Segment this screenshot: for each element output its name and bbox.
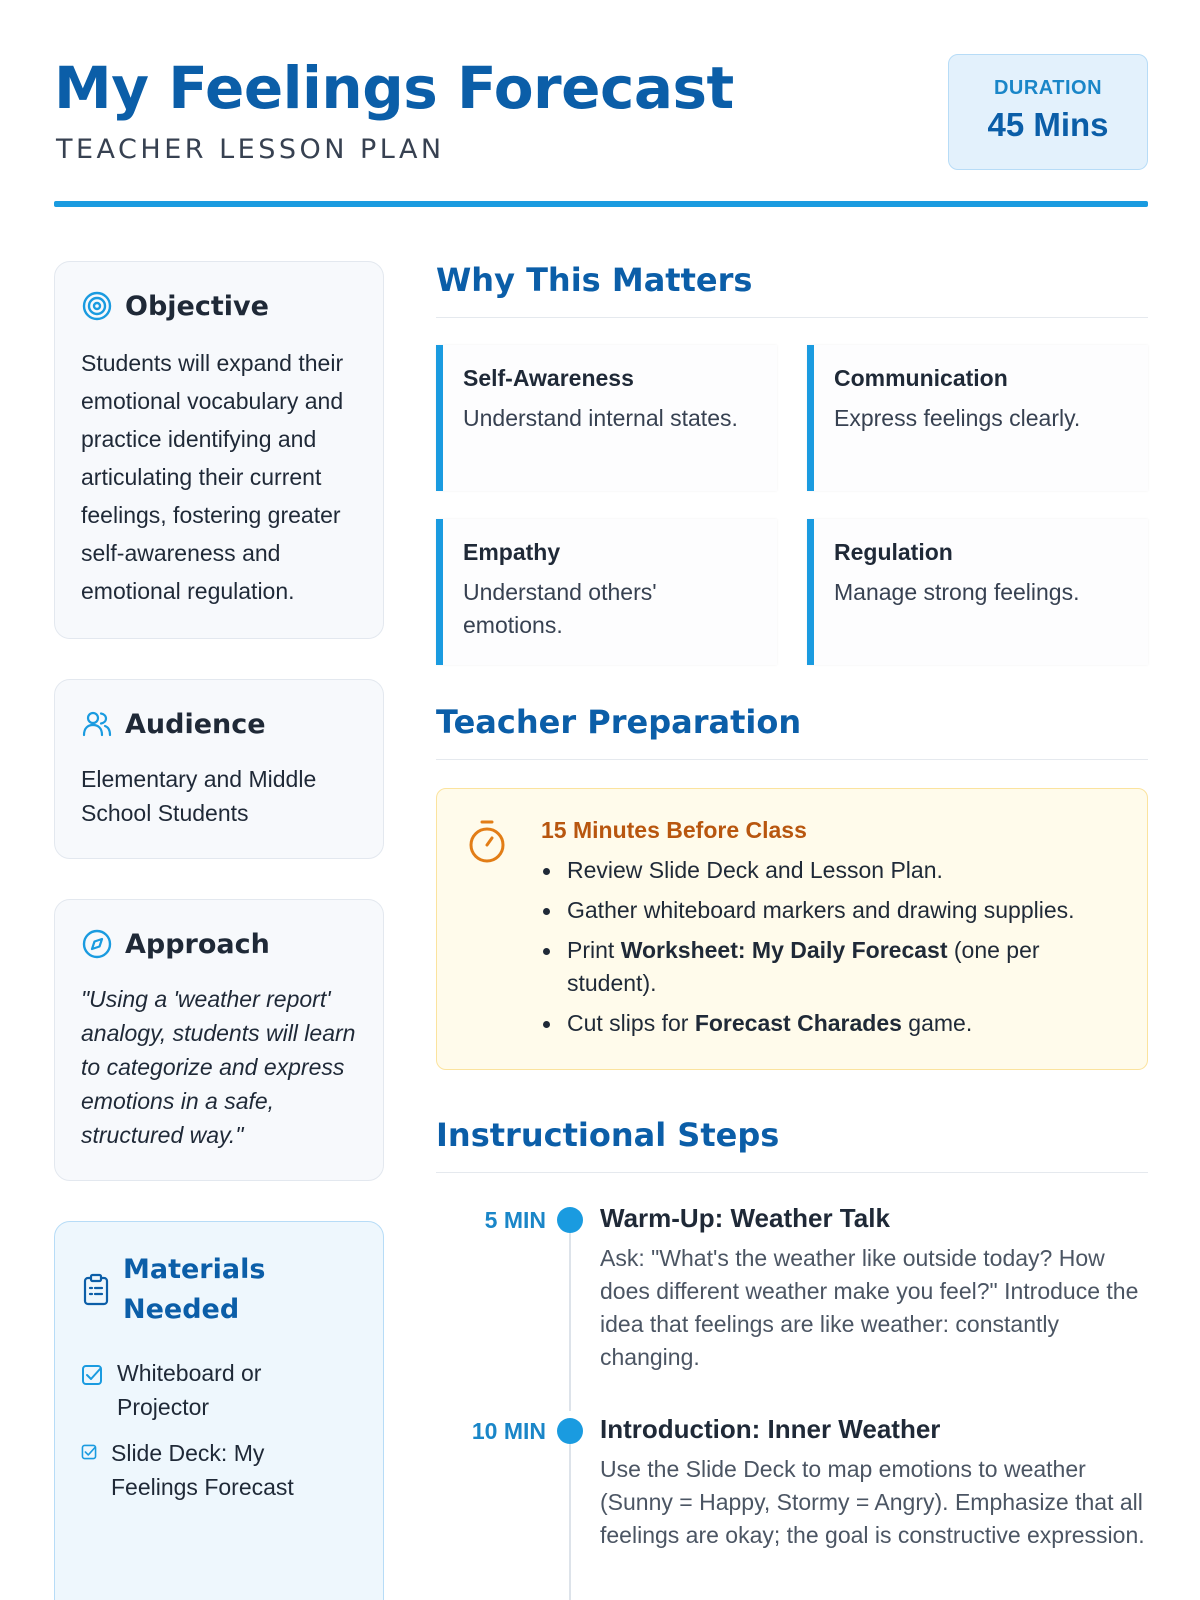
why-card-self-awareness: [436, 345, 777, 491]
material-label: Slide Deck: My Feelings Forecast: [111, 1440, 294, 1500]
material-item: [81, 1436, 357, 1504]
why-card-communication: [807, 345, 1148, 491]
materials-card: [54, 1221, 384, 1600]
timeline-step: [436, 1203, 1148, 1414]
timeline-line: [569, 1233, 571, 1411]
objective-card: [54, 261, 384, 639]
why-section-title: Why This Matters: [436, 261, 1148, 318]
prep-item: Review Slide Deck and Lesson Plan.: [541, 854, 1127, 887]
compass-icon: [81, 928, 113, 960]
prep-callout: [436, 788, 1148, 1070]
audience-title: Audience: [125, 708, 266, 740]
objective-text: Students will expand their emotional vocabulary and practice identifying and articulating their current feelings, fostering greater self-awareness and emotional regulation.: [81, 350, 344, 604]
timeline-step: [436, 1414, 1148, 1552]
why-card-title: Regulation: [834, 539, 953, 565]
step-title: Introduction: Inner Weather: [600, 1414, 941, 1444]
material-item: [81, 1356, 357, 1424]
prep-section-title: Teacher Preparation: [436, 703, 1148, 760]
why-card-title: Self-Awareness: [463, 365, 634, 391]
step-description: Use the Slide Deck to map emotions to weather (Sunny = Happy, Stormy = Angry). Emphasize that all feelings are okay; the goal is constructive expression.: [600, 1456, 1145, 1548]
timeline-dot: [557, 1418, 583, 1444]
page-subtitle: TEACHER LESSON PLAN: [56, 134, 445, 165]
step-title: Warm-Up: Weather Talk: [600, 1203, 890, 1233]
steps-timeline: [436, 1203, 1148, 1552]
why-card-title: Communication: [834, 365, 1008, 391]
audience-text: Elementary and Middle School Students: [81, 766, 317, 826]
timeline-dot: [557, 1207, 583, 1233]
timer-icon: [467, 819, 507, 865]
target-icon: [81, 290, 113, 322]
sidebar: [54, 261, 384, 1600]
objective-title: Objective: [125, 290, 269, 322]
why-card-empathy: [436, 519, 777, 665]
checkbox-icon: [81, 1444, 97, 1460]
timeline-line: [569, 1444, 571, 1600]
prep-item: Cut slips for Forecast Charades game.: [541, 1007, 1127, 1040]
duration-value: 45 Mins: [987, 106, 1109, 143]
why-card-text: Manage strong feelings.: [834, 579, 1080, 605]
materials-title: Materials Needed: [123, 1254, 266, 1325]
step-description: Ask: "What's the weather like outside today? How does different weather make you feel?" Introduce the idea that feelings are like weather: constantly changing.: [600, 1245, 1139, 1370]
clipboard-icon: [81, 1273, 111, 1307]
prep-item: Gather whiteboard markers and drawing supplies.: [541, 894, 1127, 927]
why-card-title: Empathy: [463, 539, 561, 565]
prep-heading: 15 Minutes Before Class: [541, 817, 807, 843]
approach-text: "Using a 'weather report' analogy, students will learn to categorize and express emotions in a safe, structured way.": [81, 986, 356, 1148]
audience-card: [54, 679, 384, 859]
why-card-text: Understand others' emotions.: [463, 579, 657, 638]
prep-item: Print Worksheet: My Daily Forecast (one per student).: [541, 934, 1127, 1000]
why-card-text: Understand internal states.: [463, 405, 738, 431]
why-card-text: Express feelings clearly.: [834, 405, 1081, 431]
step-duration: 5 MIN: [484, 1207, 546, 1233]
material-label: Whiteboard or Projector: [117, 1360, 262, 1420]
page-header: [54, 50, 1148, 210]
page-title: My Feelings Forecast: [54, 54, 734, 122]
prep-list: [541, 854, 1127, 1040]
why-grid: [436, 345, 1148, 665]
header-divider: [54, 201, 1148, 207]
why-card-regulation: [807, 519, 1148, 665]
approach-card: [54, 899, 384, 1181]
approach-title: Approach: [125, 928, 270, 960]
checkbox-icon: [81, 1364, 103, 1386]
main-content: [436, 261, 1148, 1552]
duration-badge: [948, 54, 1148, 170]
step-duration: 10 MIN: [471, 1418, 546, 1444]
steps-section-title: Instructional Steps: [436, 1116, 1148, 1173]
duration-label: DURATION: [993, 77, 1103, 99]
users-icon: [81, 708, 113, 740]
